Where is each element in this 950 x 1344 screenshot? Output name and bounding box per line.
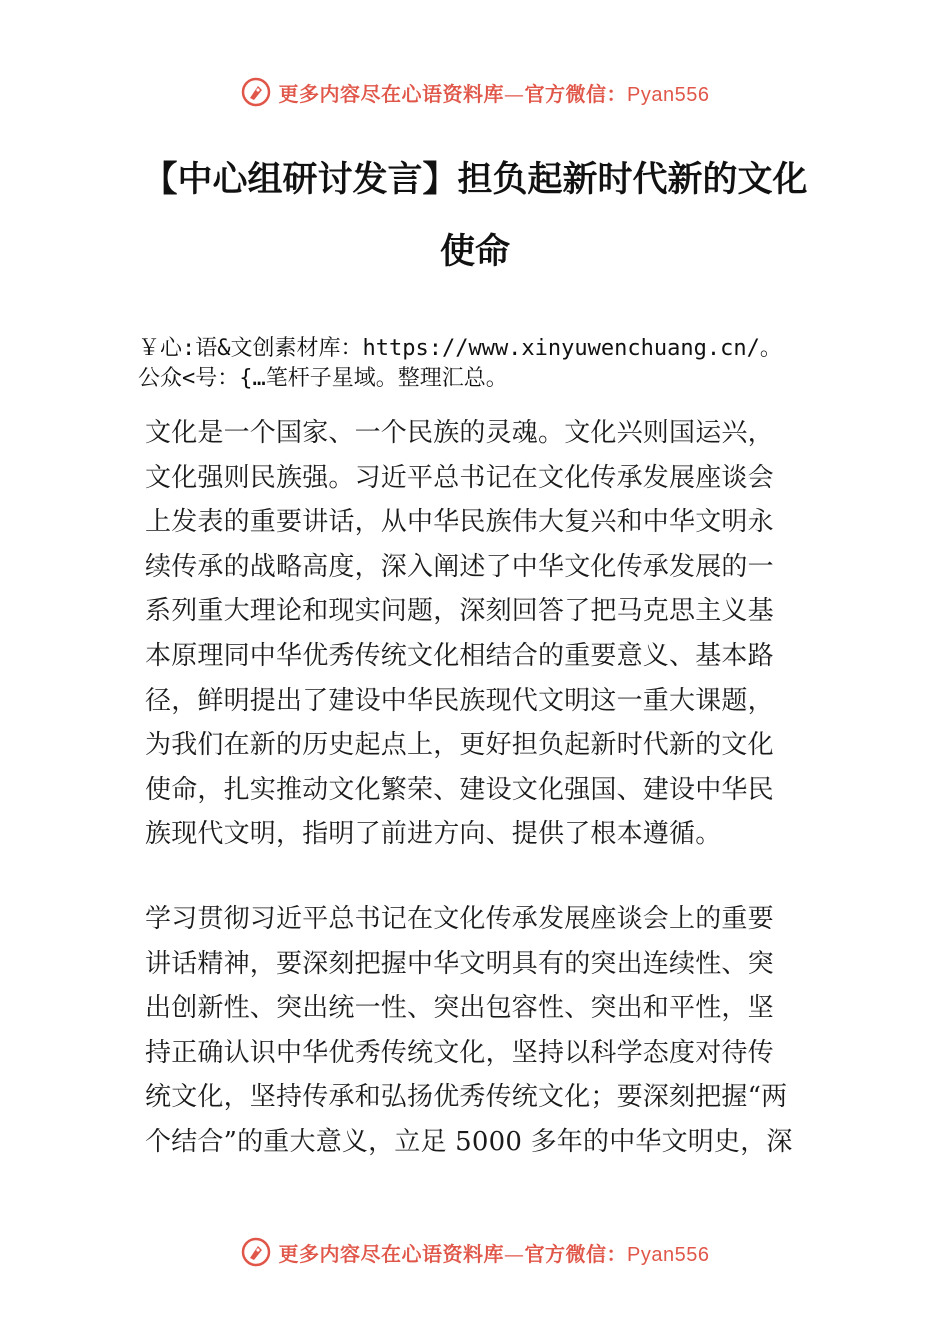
paragraph-line: 使命，扎实推动文化繁荣、建设文化强国、建设中华民 — [145, 774, 774, 805]
banner-wechat-label: 官方微信： — [524, 81, 628, 106]
paragraph-line: 统文化，坚持传承和弘扬优秀传统文化；要深刻把握“两 — [145, 1082, 788, 1113]
source-line-2: 公众<号：{…笔杆子星域。整理汇总。 — [138, 366, 508, 391]
paragraph-line: 本原理同中华优秀传统文化相结合的重要意义、基本路 — [145, 640, 774, 671]
paragraph-line: 上发表的重要讲话，从中华民族伟大复兴和中华文明永 — [145, 507, 774, 538]
banner-text — [279, 78, 710, 107]
paragraph-line: 为我们在新的历史起点上，更好担负起新时代新的文化 — [145, 730, 774, 761]
document-title-line-1: 【中心组研讨发言】担负起新时代新的文化 — [142, 160, 808, 200]
banner-text — [279, 1238, 710, 1267]
paragraph-line: 出创新性、突出统一性、突出包容性、突出和平性，坚 — [145, 993, 774, 1024]
paragraph-line: 学习贯彻习近平总书记在文化传承发展座谈会上的重要 — [145, 904, 774, 934]
source-line-1: ￥心:语&文创素材库：https://www.xinyuwenchuang.cn/。 — [138, 336, 782, 361]
paragraph-line: 讲话精神，要深刻把握中华文明具有的突出连续性、突 — [145, 948, 774, 979]
footer-banner — [0, 1232, 950, 1272]
banner-wechat-label: 官方微信： — [524, 1241, 628, 1266]
pen-nib-logo-icon — [241, 1237, 271, 1267]
paragraph-line: 个结合”的重大意义，立足 5000 多年的中华文明史，深 — [145, 1126, 793, 1157]
banner-wechat-id: Pyan556 — [627, 83, 710, 106]
paragraph-line: 径，鲜明提出了建设中华民族现代文明这一重大课题， — [145, 685, 774, 716]
body-paragraph-1 — [145, 411, 815, 857]
header-banner — [0, 72, 950, 112]
pen-nib-logo-icon — [241, 77, 271, 107]
paragraph-line: 文化是一个国家、一个民族的灵魂。文化兴则国运兴， — [145, 418, 774, 448]
body-paragraph-2 — [145, 897, 815, 1165]
document-title-line-2: 使命 — [439, 232, 510, 272]
paragraph-line: 文化强则民族强。习近平总书记在文化传承发展座谈会 — [145, 462, 774, 493]
banner-wechat-id: Pyan556 — [627, 1243, 710, 1266]
paragraph-line: 系列重大理论和现实问题，深刻回答了把马克思主义基 — [145, 596, 774, 627]
banner-main-text: 更多内容尽在心语资料库 — [278, 81, 505, 106]
paragraph-line: 族现代文明，指明了前进方向、提供了根本遵循。 — [145, 819, 722, 850]
banner-main-text: 更多内容尽在心语资料库 — [278, 1241, 505, 1266]
banner-separator: — — [504, 81, 525, 106]
paragraph-line: 持正确认识中华优秀传统文化，坚持以科学态度对待传 — [145, 1037, 774, 1068]
paragraph-line: 续传承的战略高度，深入阐述了中华文化传承发展的一 — [145, 551, 774, 582]
banner-separator: — — [504, 1241, 525, 1266]
